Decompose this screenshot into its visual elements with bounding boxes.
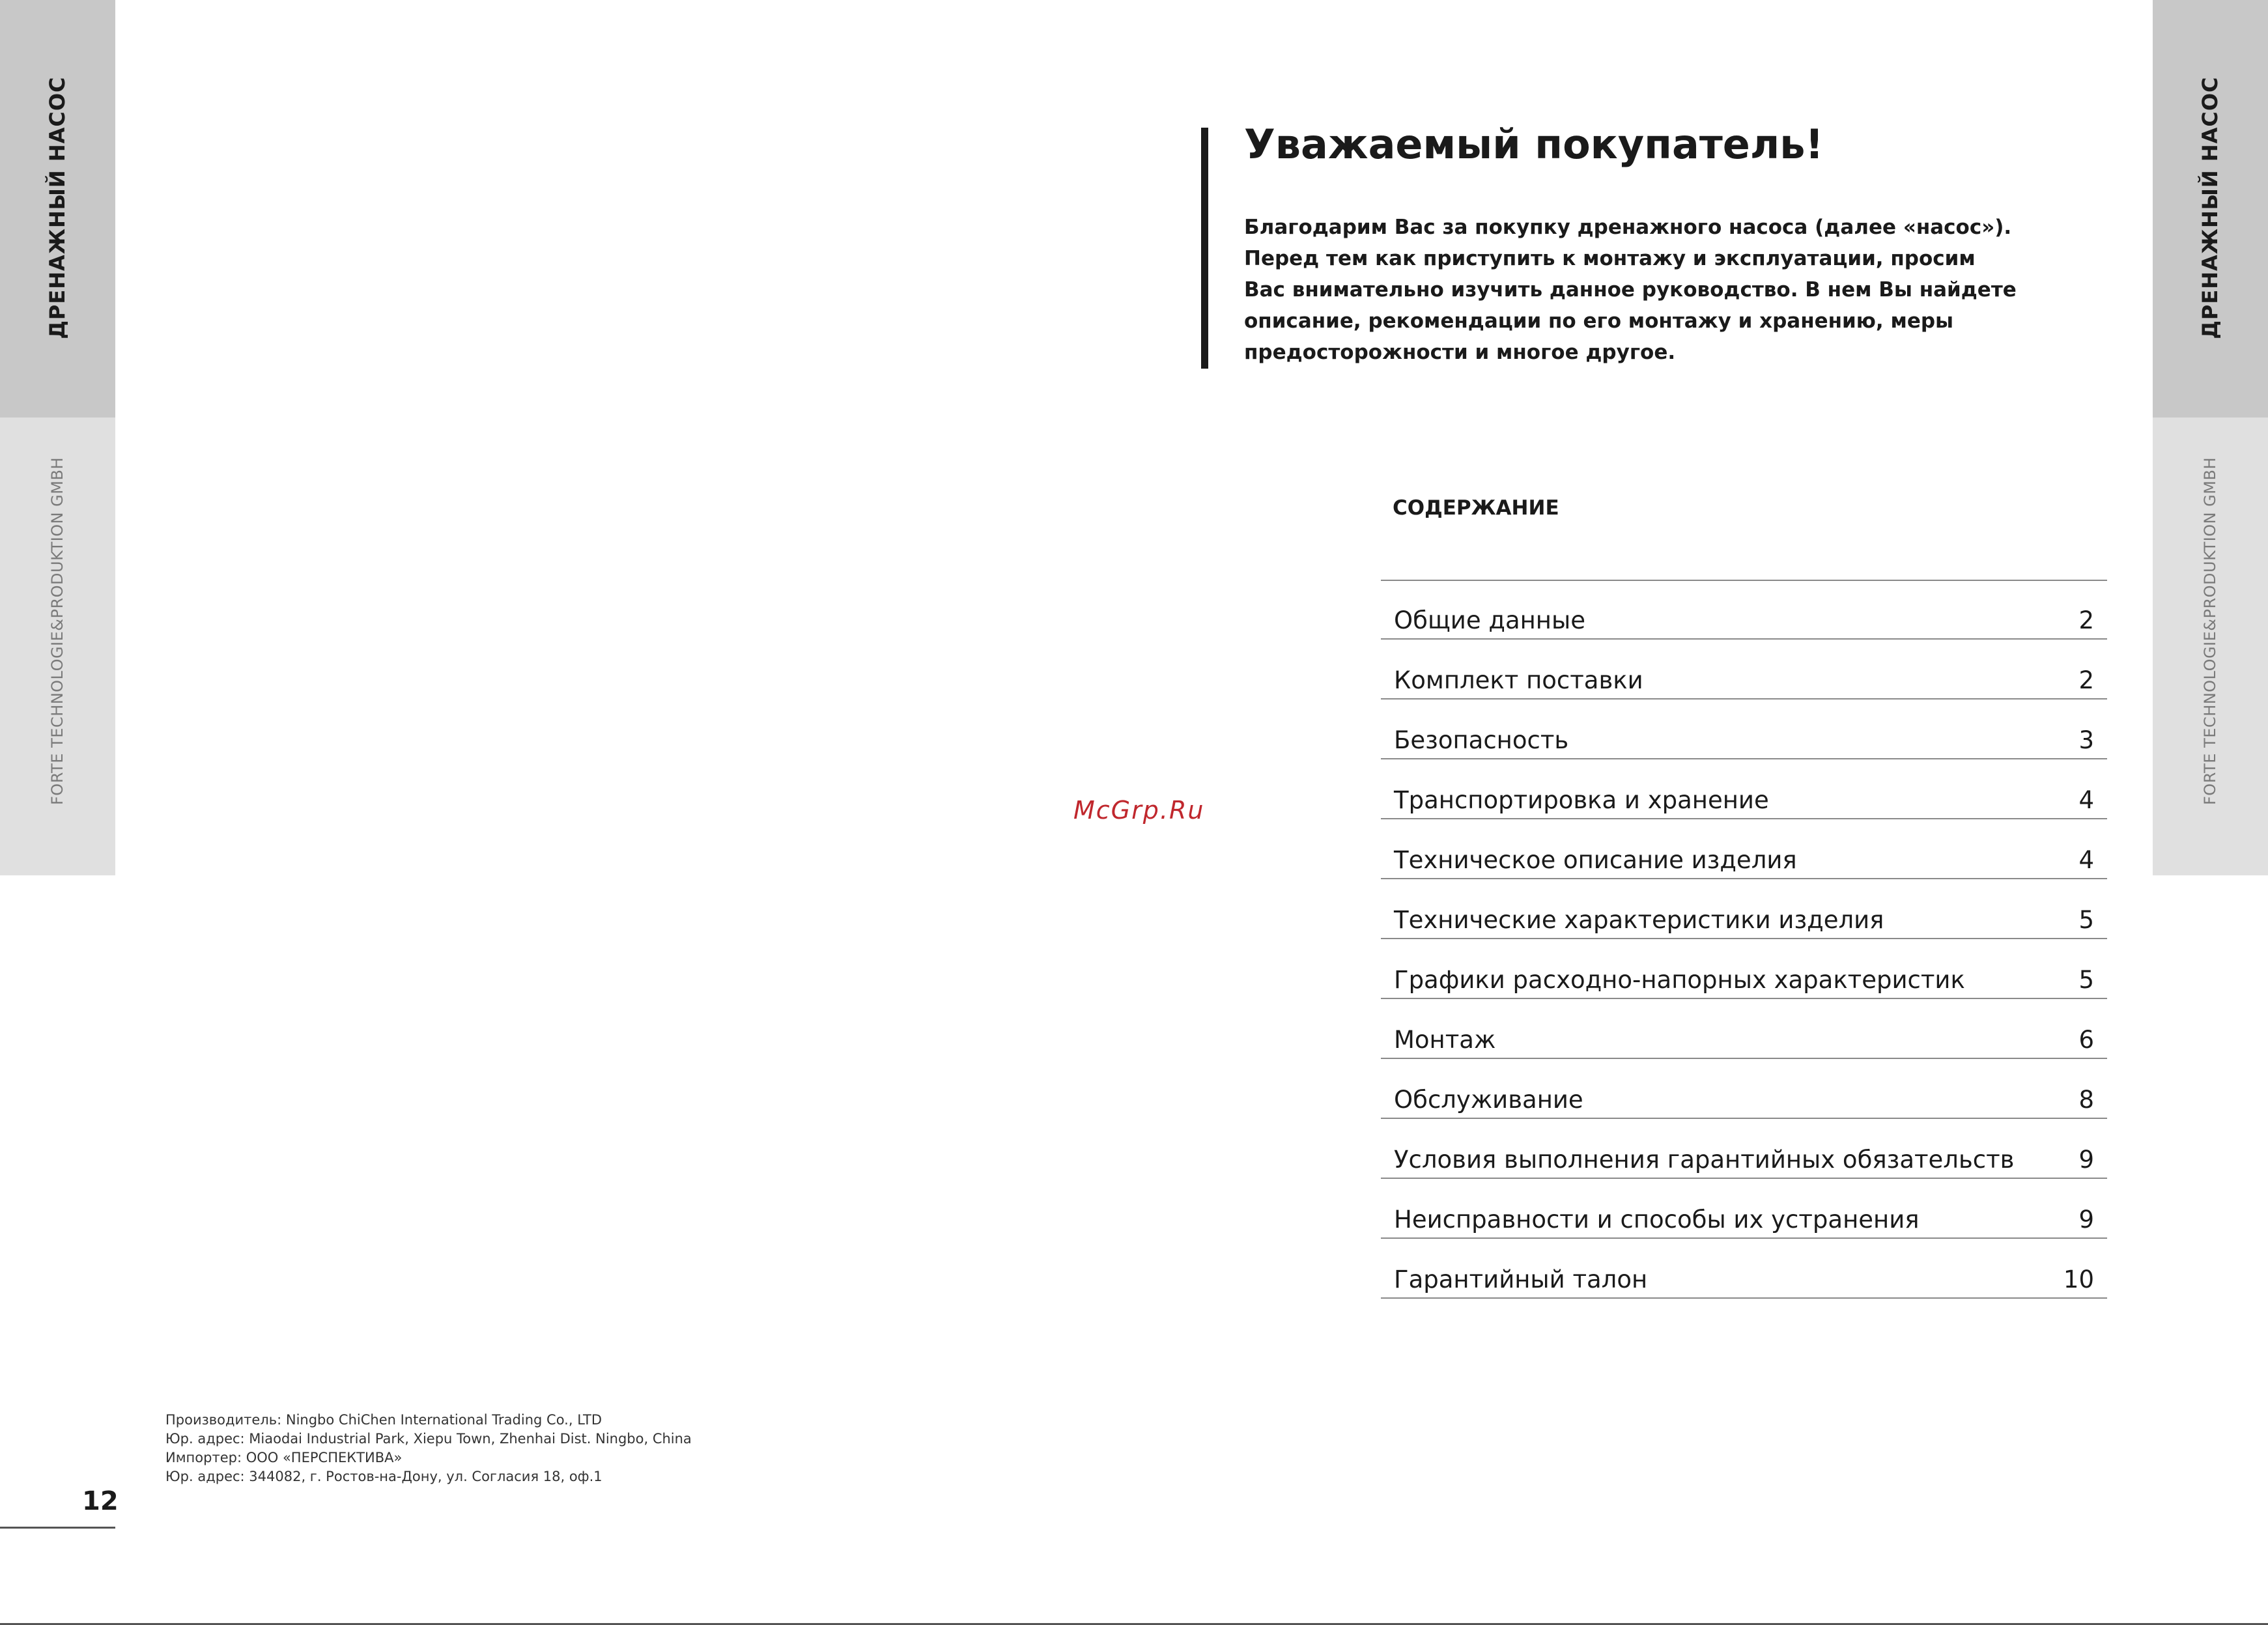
intro-accent-bar <box>1201 128 1208 369</box>
intro-line: Благодарим Вас за покупку дренажного насоса (далее «насос»). <box>1244 216 2012 239</box>
toc-page: 9 <box>2078 1206 2094 1234</box>
intro-line: описание, рекомендации по его монтажу и хранению, меры <box>1244 309 1954 333</box>
toc-row[interactable] <box>1381 879 2107 939</box>
toc-row[interactable] <box>1381 640 2107 699</box>
toc-page: 2 <box>2078 606 2094 634</box>
left-tab-title-block <box>0 0 115 417</box>
toc-page: 2 <box>2078 666 2094 694</box>
toc-page: 10 <box>2063 1265 2094 1293</box>
toc-page: 8 <box>2078 1086 2094 1114</box>
toc-title: Транспортировка и хранение <box>1394 786 1769 814</box>
toc-title: Обслуживание <box>1394 1086 1583 1114</box>
toc-title: Комплект поставки <box>1394 666 1643 694</box>
toc-page: 5 <box>2078 906 2094 934</box>
footer-line: Импортер: ООО «ПЕРСПЕКТИВА» <box>165 1450 403 1465</box>
right-tab-brand: FORTE TECHNOLOGIE&PRODUKTION GMBH <box>2201 457 2219 805</box>
footer-line: Юр. адрес: 344082, г. Ростов-на-Дону, ул. Согласия 18, оф.1 <box>165 1469 602 1484</box>
toc-page: 6 <box>2078 1026 2094 1054</box>
page-number: 12 <box>82 1486 119 1516</box>
left-tab-brand: FORTE TECHNOLOGIE&PRODUKTION GMBH <box>48 457 66 805</box>
toc-page: 3 <box>2078 726 2094 754</box>
right-tab-brand-block <box>2153 417 2268 875</box>
toc-page: 5 <box>2078 966 2094 994</box>
intro-line: Перед тем как приступить к монтажу и эксплуатации, просим <box>1244 247 1976 270</box>
toc-title: Техническое описание изделия <box>1394 846 1797 874</box>
left-tab-brand-block <box>0 417 115 875</box>
table-of-contents <box>1381 580 2107 1299</box>
toc-row[interactable] <box>1381 819 2107 879</box>
watermark-text: McGrp.Ru <box>1073 796 1205 825</box>
toc-row[interactable] <box>1381 1179 2107 1239</box>
page-number-rule <box>0 1527 115 1529</box>
toc-row[interactable] <box>1381 939 2107 999</box>
manufacturer-info <box>165 1411 692 1486</box>
toc-title: Монтаж <box>1394 1026 1496 1054</box>
footer-line: Производитель: Ningbo ChiChen International Trading Co., LTD <box>165 1412 602 1428</box>
toc-row[interactable] <box>1381 1059 2107 1119</box>
right-tab-title: ДРЕНАЖНЫЙ НАСОС <box>2198 76 2222 339</box>
toc-page: 4 <box>2078 786 2094 814</box>
greeting-heading: Уважаемый покупатель! <box>1244 120 1824 168</box>
toc-row[interactable] <box>1381 1239 2107 1299</box>
toc-title: Безопасность <box>1394 726 1569 754</box>
toc-title: Общие данные <box>1394 606 1585 634</box>
intro-line: Вас внимательно изучить данное руководство. В нем Вы найдете <box>1244 278 2017 302</box>
toc-row[interactable] <box>1381 1119 2107 1179</box>
toc-row[interactable] <box>1381 759 2107 819</box>
toc-row[interactable] <box>1381 699 2107 759</box>
toc-title: Технические характеристики изделия <box>1394 906 1884 934</box>
toc-title: Условия выполнения гарантийных обязательств <box>1394 1146 2015 1174</box>
contents-heading: СОДЕРЖАНИЕ <box>1393 496 1559 520</box>
intro-paragraph <box>1244 212 2017 368</box>
toc-title: Гарантийный талон <box>1394 1265 1648 1293</box>
toc-page: 9 <box>2078 1146 2094 1174</box>
toc-title: Графики расходно-напорных характеристик <box>1394 966 1965 994</box>
toc-title: Неисправности и способы их устранения <box>1394 1206 1920 1234</box>
footer-line: Юр. адрес: Miaodai Industrial Park, Xiepu Town, Zhenhai Dist. Ningbo, China <box>165 1431 692 1447</box>
toc-row[interactable] <box>1381 581 2107 640</box>
toc-page: 4 <box>2078 846 2094 874</box>
left-tab-title: ДРЕНАЖНЫЙ НАСОС <box>45 76 70 339</box>
right-tab-title-block <box>2153 0 2268 417</box>
intro-line: предосторожности и многое другое. <box>1244 341 1676 364</box>
toc-row[interactable] <box>1381 999 2107 1059</box>
